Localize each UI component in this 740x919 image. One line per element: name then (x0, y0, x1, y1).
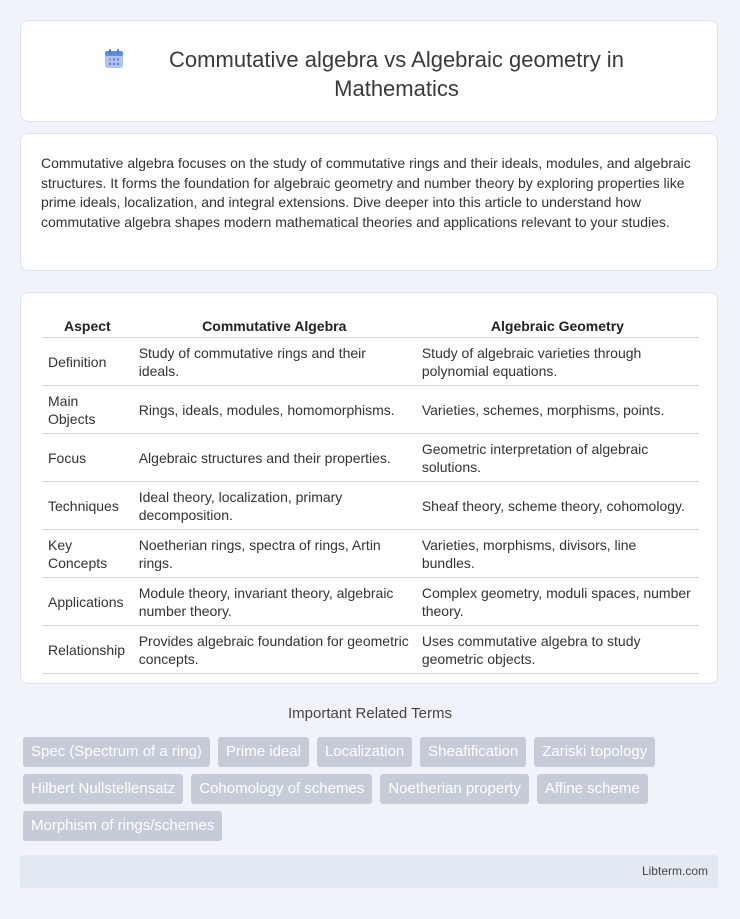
calendar-icon (103, 48, 125, 70)
cell-algebraic-geometry: Complex geometry, moduli spaces, number theory. (416, 578, 699, 626)
cell-commutative-algebra: Rings, ideals, modules, homomorphisms. (133, 386, 416, 434)
footer (20, 855, 718, 888)
table-row (42, 386, 699, 434)
cell-aspect: Applications (42, 578, 133, 626)
cell-aspect: Relationship (42, 626, 133, 674)
table-row (42, 338, 699, 386)
related-term-tag[interactable]: Hilbert Nullstellensatz (23, 774, 183, 804)
cell-commutative-algebra: Algebraic structures and their properties. (133, 434, 416, 482)
cell-aspect: Techniques (42, 482, 133, 530)
table-row (42, 482, 699, 530)
intro-text: Commutative algebra focuses on the study of commutative rings and their ideals, modules, and algebraic structures. It forms the foundation for algebraic geometry and number theory by exploring properties like prime ideals, localization, and integral extensions. Dive deeper into this article to understand how commutative algebra shapes modern mathematical theories and applications relevant to your studies. (41, 155, 691, 230)
related-term-tag[interactable]: Noetherian property (380, 774, 529, 804)
cell-aspect: Key Concepts (42, 530, 133, 578)
related-term-tag[interactable]: Prime ideal (218, 737, 309, 767)
related-terms-list (23, 737, 723, 841)
header-aspect: Aspect (42, 315, 133, 338)
table-header-row (42, 315, 699, 338)
cell-algebraic-geometry: Uses commutative algebra to study geometric objects. (416, 626, 699, 674)
cell-aspect: Definition (42, 338, 133, 386)
related-term-tag[interactable]: Zariski topology (534, 737, 655, 767)
cell-algebraic-geometry: Geometric interpretation of algebraic solutions. (416, 434, 699, 482)
cell-commutative-algebra: Provides algebraic foundation for geometric concepts. (133, 626, 416, 674)
cell-commutative-algebra: Module theory, invariant theory, algebraic number theory. (133, 578, 416, 626)
table-row (42, 626, 699, 674)
cell-commutative-algebra: Ideal theory, localization, primary decomposition. (133, 482, 416, 530)
related-term-tag[interactable]: Spec (Spectrum of a ring) (23, 737, 210, 767)
table-row (42, 578, 699, 626)
related-term-tag[interactable]: Affine scheme (537, 774, 648, 804)
related-term-tag[interactable]: Localization (317, 737, 412, 767)
related-terms-title: Important Related Terms (288, 705, 452, 722)
comparison-card (20, 292, 718, 684)
cell-commutative-algebra: Noetherian rings, spectra of rings, Artin rings. (133, 530, 416, 578)
related-term-tag[interactable]: Cohomology of schemes (191, 774, 372, 804)
footer-site[interactable]: Libterm.com (641, 864, 708, 878)
page-title: Commutative algebra vs Algebraic geometry in Mathematics (169, 47, 624, 101)
cell-algebraic-geometry: Varieties, schemes, morphisms, points. (416, 386, 699, 434)
cell-aspect: Main Objects (42, 386, 133, 434)
table-row (42, 530, 699, 578)
cell-aspect: Focus (42, 434, 133, 482)
comparison-table (42, 315, 699, 674)
cell-algebraic-geometry: Varieties, morphisms, divisors, line bundles. (416, 530, 699, 578)
title-card (20, 20, 718, 122)
intro-card (20, 133, 718, 271)
cell-algebraic-geometry: Sheaf theory, scheme theory, cohomology. (416, 482, 699, 530)
header-algebraic-geometry: Algebraic Geometry (416, 315, 699, 338)
related-term-tag[interactable]: Morphism of rings/schemes (23, 811, 222, 841)
cell-algebraic-geometry: Study of algebraic varieties through polynomial equations. (416, 338, 699, 386)
cell-commutative-algebra: Study of commutative rings and their ideals. (133, 338, 416, 386)
header-commutative-algebra: Commutative Algebra (133, 315, 416, 338)
related-term-tag[interactable]: Sheafification (420, 737, 526, 767)
table-row (42, 434, 699, 482)
